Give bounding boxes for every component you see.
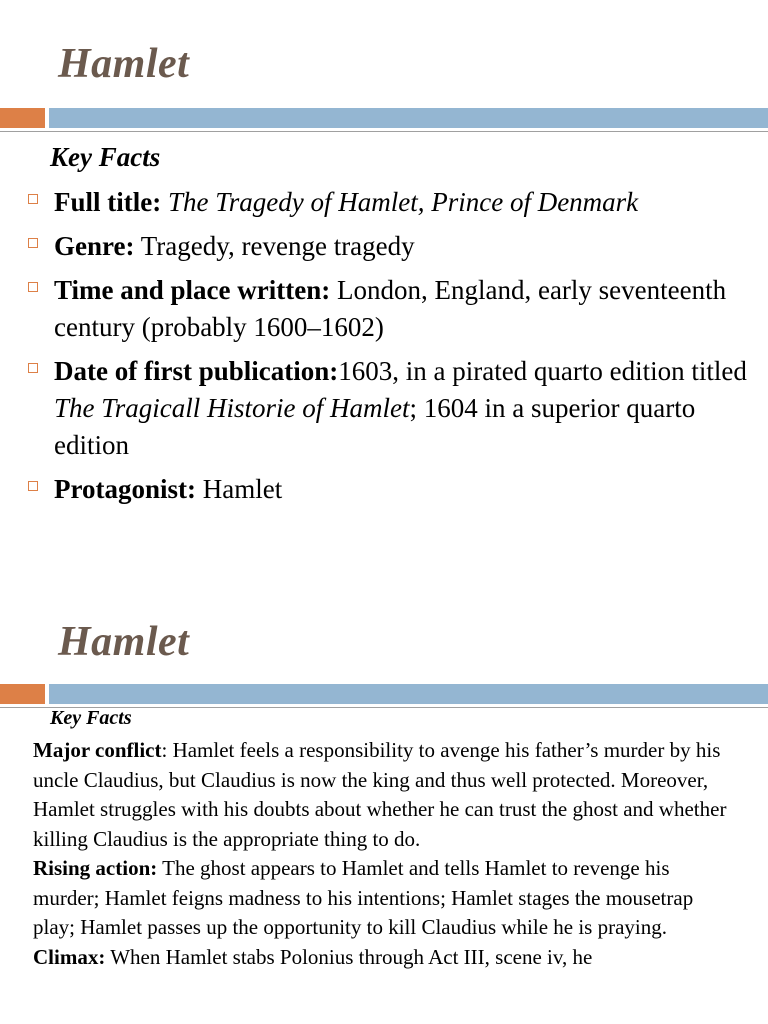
square-bullet-icon — [28, 363, 38, 373]
fact-label: Genre: — [54, 231, 135, 261]
fact-label: Protagonist: — [54, 474, 196, 504]
fact-label: Full title: — [54, 187, 162, 217]
fact-italic-text: The Tragicall Historie of Hamlet — [54, 393, 410, 423]
fact-label: Time and place written: — [54, 275, 331, 305]
accent-blue-block — [49, 684, 768, 704]
fact-text: : Hamlet feels a responsibility to avenge his father’s murder by his uncle Claudius, but Claudius is now the king and thus well protected. Moreover, Hamlet struggles with his doubts about whether he can trust the ghost and whether killing Claudius is the appropriate thing to do. — [33, 738, 727, 851]
slide-title: Hamlet — [58, 619, 190, 665]
divider-line — [0, 131, 768, 132]
list-item — [0, 228, 768, 265]
fact-text: When Hamlet stabs Polonius through Act III, scene iv, he — [105, 944, 593, 969]
fact-text-after: ; 1604 in a superior quarto edition — [54, 393, 696, 460]
list-item — [0, 471, 768, 508]
fact-text: 1603, in a pirated quarto edition titled — [338, 356, 747, 386]
list-item — [0, 272, 768, 346]
accent-orange-block — [0, 684, 45, 704]
fact-label: Major conflict — [33, 738, 162, 762]
slide-title: Hamlet — [58, 41, 190, 87]
fact-text: Tragedy, revenge tragedy — [134, 231, 415, 261]
title-accent-bar — [0, 108, 768, 128]
title-accent-bar — [0, 684, 768, 704]
accent-blue-block — [49, 108, 768, 128]
square-bullet-icon — [28, 238, 38, 248]
fact-italic-text: The Tragedy of Hamlet, Prince of Denmark — [167, 187, 639, 217]
fact-label: Rising action: — [33, 856, 158, 880]
square-bullet-icon — [28, 282, 38, 292]
section-heading: Key Facts — [50, 707, 132, 729]
fact-label: Date of first publication: — [54, 356, 339, 386]
square-bullet-icon — [28, 194, 38, 204]
section-heading: Key Facts — [50, 142, 161, 172]
fact-text: Hamlet — [196, 474, 283, 504]
fact-label: Climax: — [33, 944, 106, 969]
key-facts-list — [0, 736, 768, 972]
fact-text: The ghost appears to Hamlet and tells Hamlet to revenge his murder; Hamlet feigns madness to his intentions; Hamlet stages the mousetrap play; Hamlet passes up the opportunity to kill Claudius while he is praying. — [33, 856, 694, 939]
list-item — [0, 184, 768, 221]
list-item — [0, 943, 768, 973]
accent-orange-block — [0, 108, 45, 128]
slide-2 — [0, 590, 768, 1024]
list-item — [0, 736, 768, 854]
list-item — [0, 854, 768, 943]
square-bullet-icon — [28, 481, 38, 491]
fact-text: London, England, early seventeenth century (probably 1600–1602) — [54, 275, 727, 342]
key-facts-list — [0, 184, 768, 515]
list-item — [0, 353, 768, 464]
